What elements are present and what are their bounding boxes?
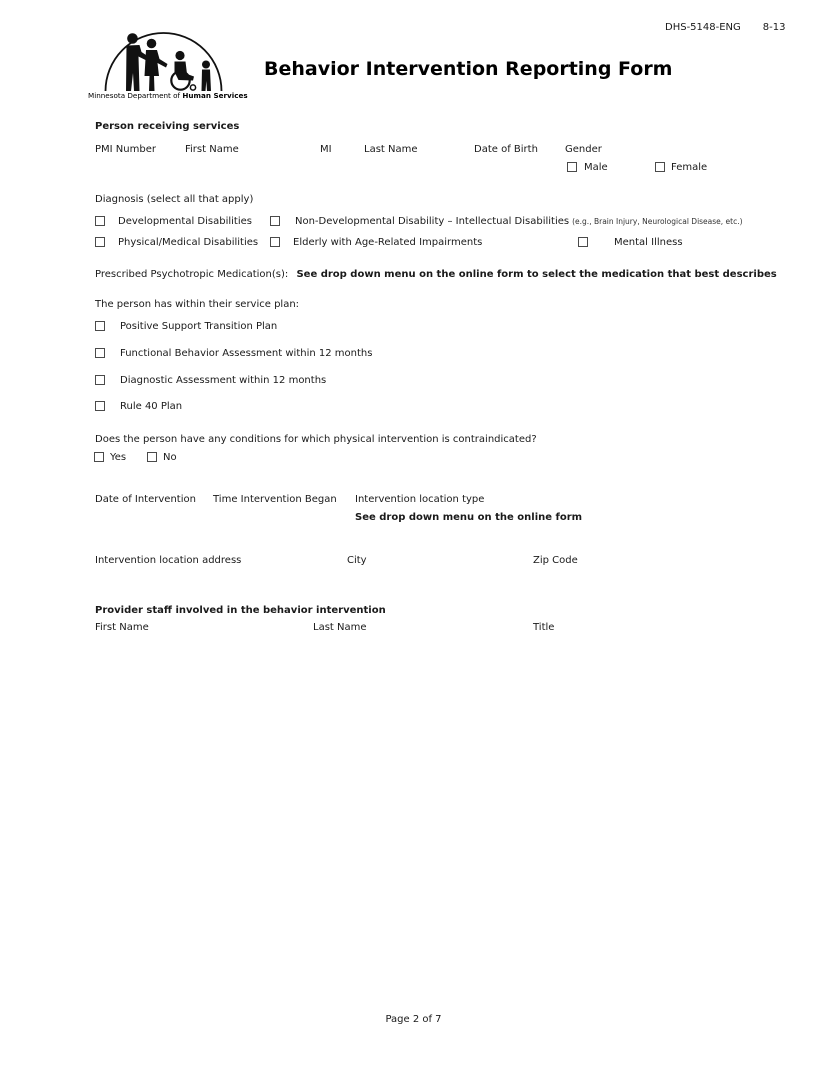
field-label-first-name: First Name: [185, 144, 239, 155]
checkbox-diagnostic-assessment[interactable]: [95, 375, 105, 385]
form-revision: 8-13: [762, 22, 786, 33]
service-plan-option-2: Functional Behavior Assessment within 12 months: [120, 348, 373, 359]
service-plan-label: The person has within their service plan:: [95, 299, 300, 310]
checkbox-non-developmental-disability[interactable]: [270, 216, 280, 226]
diagnosis-option-mental-illness: Mental Illness: [614, 237, 683, 248]
checkbox-label-no: No: [163, 452, 177, 463]
checkbox-gender-female[interactable]: [655, 162, 665, 172]
contraindication-question: Does the person have any conditions for which physical intervention is contraindicated?: [95, 434, 537, 445]
checkbox-mental-illness[interactable]: [578, 237, 588, 247]
field-label-mi: MI: [320, 144, 332, 155]
logo-caption: [88, 91, 246, 100]
checkbox-contraindication-no[interactable]: [147, 452, 157, 462]
checkbox-label-male: Male: [584, 162, 608, 173]
medication-instruction: See drop down menu on the online form to select the medication that best describes: [296, 269, 777, 280]
location-type-dropdown-note: See drop down menu on the online form: [355, 512, 583, 523]
person-section-heading: Person receiving services: [95, 121, 240, 132]
checkbox-label-female: Female: [671, 162, 708, 173]
provider-section-heading: Provider staff involved in the behavior intervention: [95, 605, 386, 616]
diagnosis-option-physical-medical: Physical/Medical Disabilities: [118, 237, 259, 248]
field-label-city: City: [347, 555, 367, 566]
checkbox-gender-male[interactable]: [567, 162, 577, 172]
checkbox-developmental-disabilities[interactable]: [95, 216, 105, 226]
checkbox-rule-40-plan[interactable]: [95, 401, 105, 411]
service-plan-option-4: Rule 40 Plan: [120, 401, 183, 412]
field-label-pmi-number: PMI Number: [95, 144, 156, 155]
field-label-provider-title: Title: [533, 622, 555, 633]
field-label-date-of-intervention: Date of Intervention: [95, 494, 196, 505]
form-number: DHS-5148-ENG: [665, 22, 741, 33]
diagnosis-option-non-developmental-label: Non-Developmental Disability – Intellectual Disabilities: [295, 216, 570, 227]
checkbox-elderly-age-related[interactable]: [270, 237, 280, 247]
field-label-intervention-location-address: Intervention location address: [95, 555, 242, 566]
checkbox-label-yes: Yes: [110, 452, 127, 463]
field-label-provider-last-name: Last Name: [313, 622, 367, 633]
medication-line: [95, 268, 777, 281]
field-label-time-intervention-began: Time Intervention Began: [213, 494, 337, 505]
diagnosis-option-non-developmental-note: (e.g., Brain Injury, Neurological Disease, etc.): [572, 217, 743, 226]
page-number: Page 2 of 7: [385, 1014, 442, 1025]
field-label-intervention-location-type: Intervention location type: [355, 494, 485, 505]
form-number-block: [665, 22, 785, 33]
field-label-last-name: Last Name: [364, 144, 418, 155]
field-label-zip-code: Zip Code: [533, 555, 578, 566]
checkbox-physical-medical-disabilities[interactable]: [95, 237, 105, 247]
checkbox-positive-support-transition-plan[interactable]: [95, 321, 105, 331]
field-label-gender: Gender: [565, 144, 602, 155]
diagnosis-option-non-developmental: [295, 215, 743, 228]
service-plan-option-1: Positive Support Transition Plan: [120, 321, 278, 332]
page-title: Behavior Intervention Reporting Form: [264, 58, 673, 80]
field-label-provider-first-name: First Name: [95, 622, 149, 633]
medication-label: Prescribed Psychotropic Medication(s):: [95, 269, 289, 280]
service-plan-option-3: Diagnostic Assessment within 12 months: [120, 375, 327, 386]
checkbox-functional-behavior-assessment[interactable]: [95, 348, 105, 358]
logo-caption-bold: Human Services: [182, 91, 248, 100]
field-label-date-of-birth: Date of Birth: [474, 144, 538, 155]
logo-caption-regular: Minnesota Department of: [88, 91, 183, 100]
diagnosis-option-developmental: Developmental Disabilities: [118, 216, 252, 227]
checkbox-contraindication-yes[interactable]: [94, 452, 104, 462]
mn-dhs-logo-icon: [100, 29, 238, 93]
diagnosis-label: Diagnosis (select all that apply): [95, 194, 254, 205]
diagnosis-option-elderly: Elderly with Age-Related Impairments: [293, 237, 483, 248]
